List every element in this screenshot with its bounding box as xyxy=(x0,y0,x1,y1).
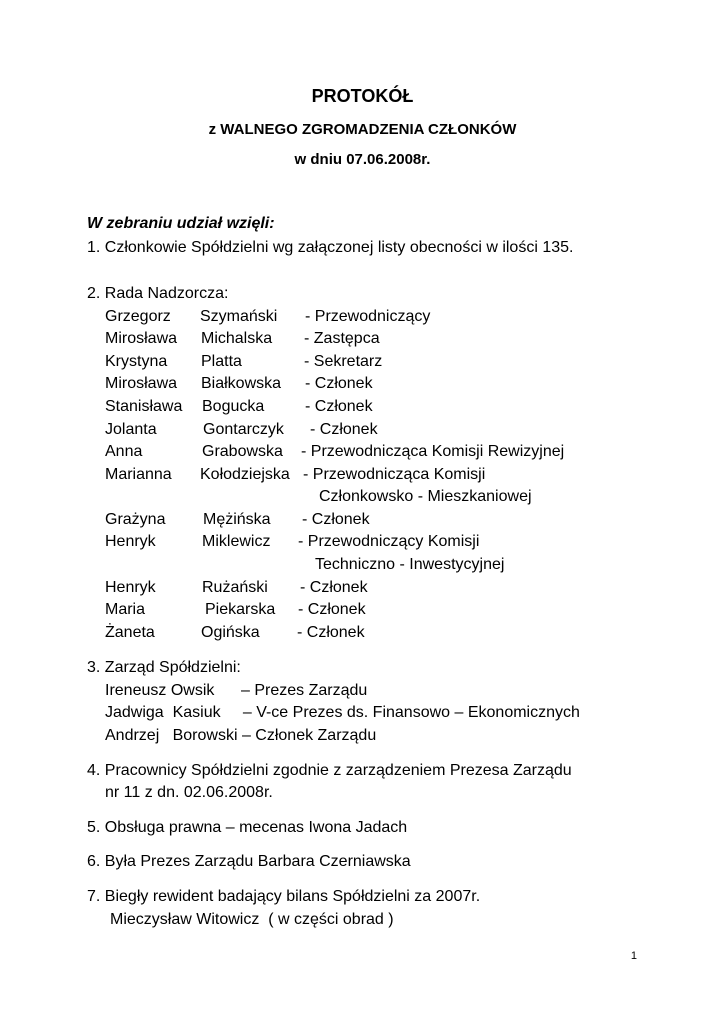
member-first-name: Krystyna xyxy=(105,353,168,370)
member-last-name: Białkowska xyxy=(201,375,282,392)
member-first-name: Stanisława xyxy=(105,398,183,415)
document-date: w dniu 07.06.2008r. xyxy=(294,151,431,168)
item-6: 6. Była Prezes Zarządu Barbara Czerniawska xyxy=(87,853,411,870)
member-role: - Zastępca xyxy=(304,330,380,347)
board-line: Jadwiga Kasiuk – V-ce Prezes ds. Finansowo – Ekonomicznych xyxy=(105,704,580,721)
item-7-line: 7. Biegły rewident badający bilans Spółdzielni za 2007r. xyxy=(87,888,481,905)
member-first-name: Mirosława xyxy=(105,330,178,347)
member-last-name: Mężińska xyxy=(203,511,271,528)
item-4-line: nr 11 z dn. 02.06.2008r. xyxy=(105,784,273,801)
member-first-name: Henryk xyxy=(105,533,156,550)
member-role: Członkowsko - Mieszkaniowej xyxy=(319,488,532,505)
member-role: - Członek xyxy=(305,398,373,415)
member-first-name: Maria xyxy=(105,601,146,618)
member-first-name: Marianna xyxy=(105,466,172,483)
item-2-heading: 2. Rada Nadzorcza: xyxy=(87,285,229,302)
member-first-name: Mirosława xyxy=(105,375,178,392)
item-7-line: Mieczysław Witowicz ( w części obrad ) xyxy=(110,911,394,928)
attendance-heading: W zebraniu udział wzięli: xyxy=(87,215,275,232)
member-role: - Członek xyxy=(297,624,365,641)
member-role: - Przewodniczący Komisji xyxy=(298,533,480,550)
member-last-name: Bogucka xyxy=(202,398,265,415)
member-first-name: Jolanta xyxy=(105,421,157,438)
member-role: - Przewodniczący xyxy=(305,308,431,325)
member-last-name: Platta xyxy=(201,353,242,370)
board-line: Ireneusz Owsik – Prezes Zarządu xyxy=(105,682,368,699)
member-role: - Członek xyxy=(310,421,378,438)
member-role: - Członek xyxy=(302,511,370,528)
member-role: Techniczno - Inwestycyjnej xyxy=(315,556,505,573)
member-last-name: Szymański xyxy=(200,308,278,325)
document-title: PROTOKÓŁ xyxy=(311,86,414,106)
member-last-name: Michalska xyxy=(201,330,273,347)
member-first-name: Henryk xyxy=(105,579,156,596)
board-line: Andrzej Borowski – Członek Zarządu xyxy=(105,727,377,744)
item-1: 1. Członkowie Spółdzielni wg załączonej listy obecności w ilości 135. xyxy=(87,239,574,256)
member-last-name: Grabowska xyxy=(202,443,283,460)
page-number: 1 xyxy=(630,950,637,962)
member-role: - Przewodnicząca Komisji Rewizyjnej xyxy=(301,443,565,460)
item-4-line: 4. Pracownicy Spółdzielni zgodnie z zarządzeniem Prezesa Zarządu xyxy=(87,762,572,779)
member-first-name: Anna xyxy=(105,443,143,460)
member-last-name: Rużański xyxy=(202,579,268,596)
member-first-name: Grzegorz xyxy=(105,308,171,325)
member-last-name: Piekarska xyxy=(205,601,276,618)
member-last-name: Kołodziejska xyxy=(200,466,290,483)
member-last-name: Miklewicz xyxy=(202,533,271,550)
member-first-name: Żaneta xyxy=(105,624,155,641)
item-3-heading: 3. Zarząd Spółdzielni: xyxy=(87,659,241,676)
member-role: - Członek xyxy=(298,601,366,618)
member-last-name: Ogińska xyxy=(201,624,260,641)
document-subtitle: z WALNEGO ZGROMADZENIA CZŁONKÓW xyxy=(208,121,517,138)
member-first-name: Grażyna xyxy=(105,511,166,528)
item-5: 5. Obsługa prawna – mecenas Iwona Jadach xyxy=(87,819,408,836)
member-role: - Członek xyxy=(300,579,368,596)
member-role: - Przewodnicząca Komisji xyxy=(303,466,486,483)
member-role: - Członek xyxy=(305,375,373,392)
member-role: - Sekretarz xyxy=(304,353,383,370)
member-last-name: Gontarczyk xyxy=(203,421,284,438)
